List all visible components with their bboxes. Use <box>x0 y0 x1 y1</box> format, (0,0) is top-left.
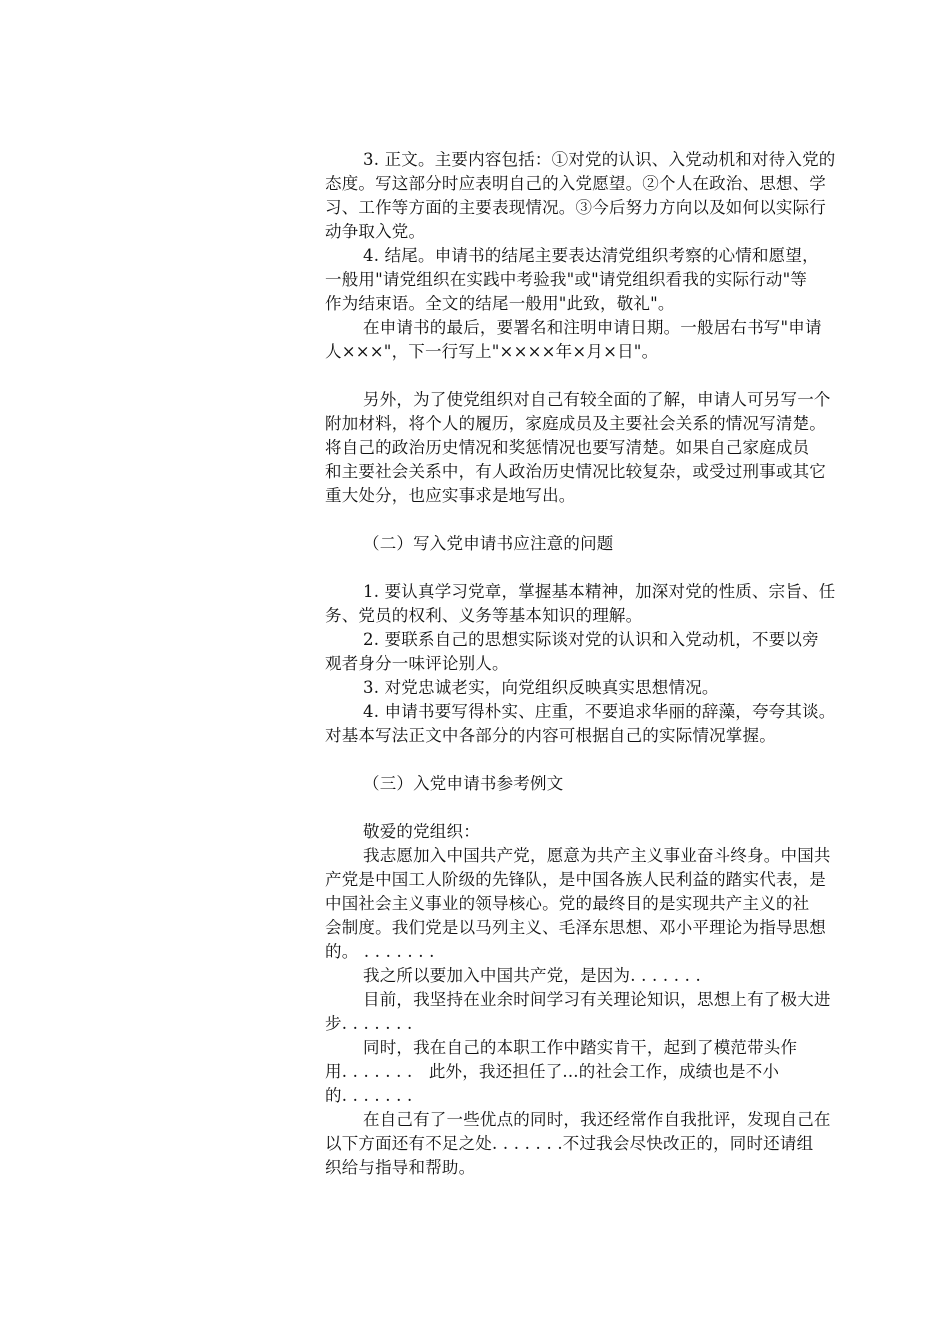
blank-line <box>325 364 891 388</box>
text-line: 中国社会主义事业的领导核心。党的最终目的是实现共产主义的社 <box>325 894 810 913</box>
text-line: 在申请书的最后，要署名和注明申请日期。一般居右书写"申请 <box>363 318 822 337</box>
text-line: 的. . . . . . . <box>325 1086 413 1105</box>
text-line: 习、工作等方面的主要表现情况。③今后努力方向以及如何以实际行 <box>325 198 826 217</box>
text-line: （二）写入党申请书应注意的问题 <box>363 534 614 553</box>
text-line: 务、党员的权利、义务等基本知识的理解。 <box>325 606 643 625</box>
text-line: 对基本写法正文中各部分的内容可根据自己的实际情况掌握。 <box>325 726 776 745</box>
text-line: 将自己的政治历史情况和奖惩情况也要写清楚。如果自己家庭成员 <box>325 438 810 457</box>
text-line: 和主要社会关系中，有人政治历史情况比较复杂，或受过刑事或其它 <box>325 462 826 481</box>
text-line: 重大处分，也应实事求是地写出。 <box>325 486 576 505</box>
text-line: 产党是中国工人阶级的先锋队，是中国各族人民利益的踏实代表，是 <box>325 870 826 889</box>
text-line: 用. . . . . . . 此外，我还担任了...的社会工作，成绩也是不小 <box>325 1062 780 1081</box>
text-line: 我之所以要加入中国共产党，是因为. . . . . . . <box>363 966 701 985</box>
text-line: 目前，我坚持在业余时间学习有关理论知识，思想上有了极大进 <box>363 990 831 1009</box>
text-line: 以下方面还有不足之处. . . . . . .不过我会尽快改正的，同时还请组 <box>325 1134 814 1153</box>
text-line: 会制度。我们党是以马列主义、毛泽东思想、邓小平理论为指导思想 <box>325 918 826 937</box>
text-line: 敬爱的党组织： <box>363 822 480 841</box>
text-line: 在自己有了一些优点的同时，我还经常作自我批评，发现自己在 <box>363 1110 831 1129</box>
text-line: 的。 . . . . . . . <box>325 942 435 961</box>
text-line: 4. 结尾。申请书的结尾主要表达清党组织考察的心情和愿望， <box>363 246 819 265</box>
blank-line <box>325 796 891 820</box>
text-line: 同时，我在自己的本职工作中踏实肯干，起到了模范带头作 <box>363 1038 798 1057</box>
blank-line <box>325 508 891 532</box>
text-line: 作为结束语。全文的结尾一般用"此致，敬礼"。 <box>325 294 675 313</box>
text-line: 我志愿加入中国共产党，愿意为共产主义事业奋斗终身。中国共 <box>363 846 831 865</box>
document-page <box>325 148 891 1180</box>
text-line: 2. 要联系自己的思想实际谈对党的认识和入党动机，不要以旁 <box>363 630 819 649</box>
text-line: 人×××"，下一行写上"××××年×月×日"。 <box>325 342 659 361</box>
text-line: 步. . . . . . . <box>325 1014 413 1033</box>
text-line: 1. 要认真学习党章，掌握基本精神，加深对党的性质、宗旨、任 <box>363 582 836 601</box>
text-line: 附加材料，将个人的履历，家庭成员及主要社会关系的情况写清楚。 <box>325 414 826 433</box>
text-line: （三）入党申请书参考例文 <box>363 774 564 793</box>
text-line: 织给与指导和帮助。 <box>325 1158 476 1177</box>
text-line: 一般用"请党组织在实践中考验我"或"请党组织看我的实际行动"等 <box>325 270 808 289</box>
text-line: 动争取入党。 <box>325 222 426 241</box>
text-line: 态度。写这部分时应表明自己的入党愿望。②个人在政治、思想、学 <box>325 174 826 193</box>
text-line: 4. 申请书要写得朴实、庄重，不要追求华丽的辞藻，夸夸其谈。 <box>363 702 836 721</box>
blank-line <box>325 556 891 580</box>
blank-line <box>325 748 891 772</box>
text-line: 另外，为了使党组织对自己有较全面的了解，申请人可另写一个 <box>363 390 831 409</box>
text-line: 观者身分一味评论别人。 <box>325 654 509 673</box>
text-line: 3. 对党忠诚老实，向党组织反映真实思想情况。 <box>363 678 719 697</box>
text-line: 3. 正文。主要内容包括：①对党的认识、入党动机和对待入党的 <box>363 150 836 169</box>
